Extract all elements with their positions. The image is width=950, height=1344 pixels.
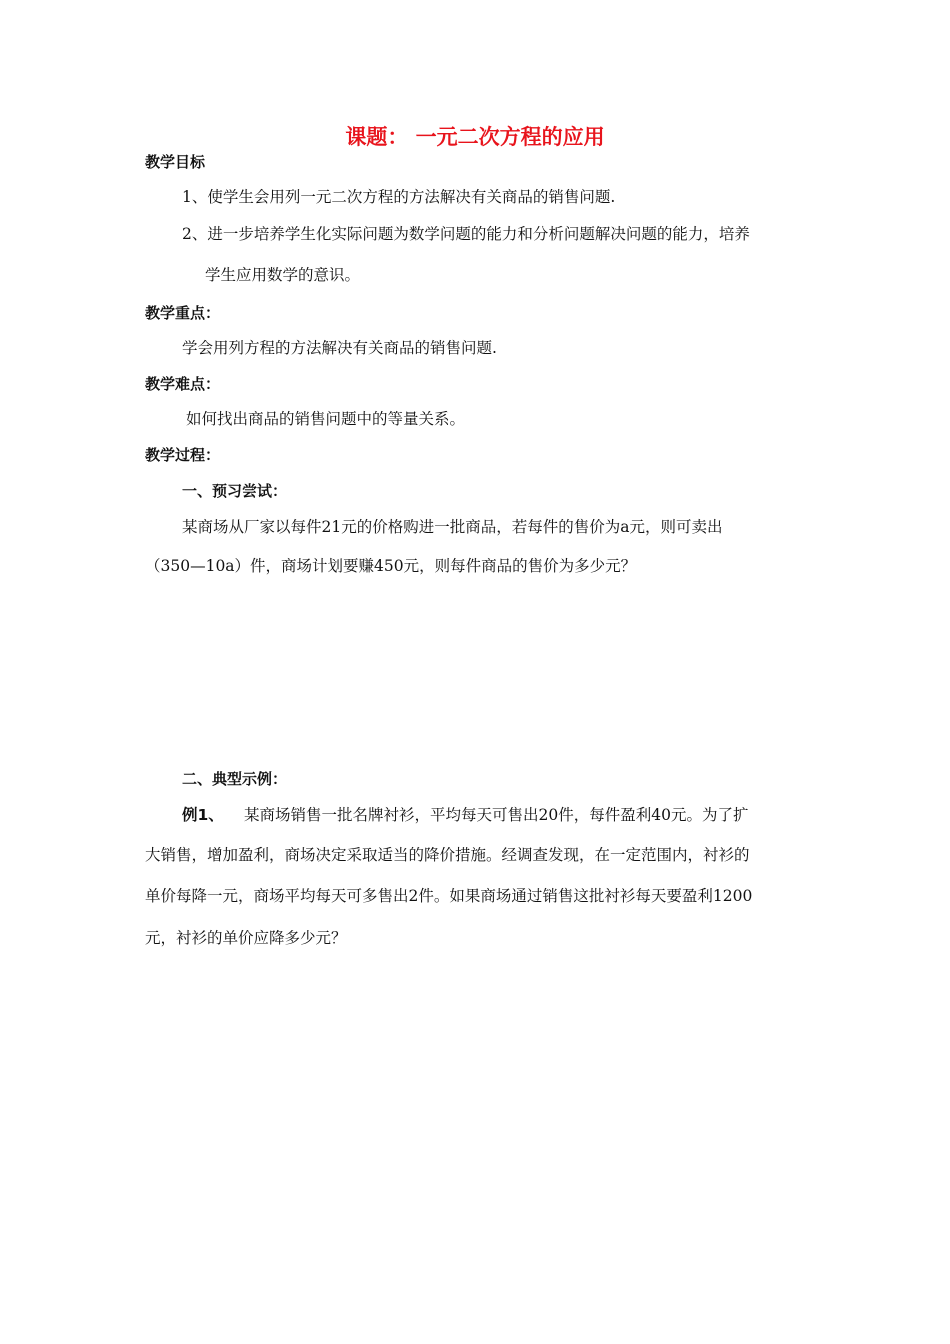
preview-line-2: （350—10a）件，商场计划要赚450元，则每件商品的售价为多少元？ <box>145 557 637 575</box>
preview-line-1: 某商场从厂家以每件21元的价格购进一批商品，若每件的售价为a元，则可卖出 <box>182 518 723 536</box>
process-heading: 教学过程： <box>145 446 221 464</box>
example-1-label: 例1、 <box>182 806 224 824</box>
example-1-line-4: 元，衬衫的单价应降多少元？ <box>145 929 347 947</box>
example-1-line-1: 某商场销售一批名牌衬衫，平均每天可售出20件，每件盈利40元。为了扩 <box>244 806 749 824</box>
objective-item-1: 1、使学生会用列一元二次方程的方法解决有关商品的销售问题. <box>182 188 616 206</box>
objectives-heading: 教学目标 <box>145 153 206 171</box>
examples-heading: 二、典型示例： <box>182 770 288 788</box>
difficulties-heading: 教学难点： <box>145 375 221 393</box>
key-points-text: 学会用列方程的方法解决有关商品的销售问题. <box>182 339 497 357</box>
document-title: 课题： 一元二次方程的应用 <box>345 125 605 149</box>
difficulties-text: 如何找出商品的销售问题中的等量关系。 <box>186 410 466 428</box>
example-1-line-3: 单价每降一元，商场平均每天可多售出2件。如果商场通过销售这批衬衫每天要盈利1200 <box>145 887 753 905</box>
objective-item-2-continued: 学生应用数学的意识。 <box>205 266 361 284</box>
objective-item-2: 2、进一步培养学生化实际问题为数学问题的能力和分析问题解决问题的能力，培养 <box>182 225 750 243</box>
preview-heading: 一、预习尝试： <box>182 482 288 500</box>
key-points-heading: 教学重点： <box>145 304 221 322</box>
example-1-line-2: 大销售，增加盈利，商场决定采取适当的降价措施。经调查发现，在一定范围内，衬衫的 <box>145 846 750 864</box>
